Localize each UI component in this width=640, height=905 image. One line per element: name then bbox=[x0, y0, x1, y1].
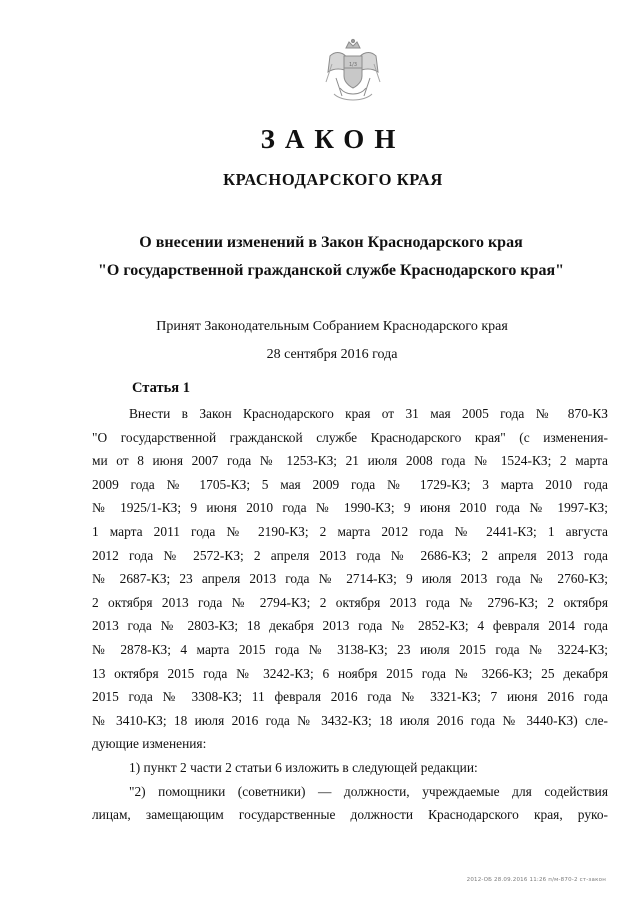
text-line: 1) пункт 2 части 2 статьи 6 изложить в следующей редакции: bbox=[129, 759, 478, 775]
text-line: лицам, замещающим государственные должности Краснодарского края, руко- bbox=[92, 807, 608, 823]
adoption-note bbox=[0, 313, 640, 369]
region-heading: КРАСНОДАРСКОГО КРАЯ bbox=[223, 170, 443, 189]
article-body bbox=[92, 402, 608, 827]
text-line: 2009 года № 1705-КЗ; 5 мая 2009 года № 1729-КЗ; 3 марта 2010 года bbox=[92, 476, 608, 492]
document-footer-stamp: 2012-ОБ 28.09.2016 11:26 п/м-870-2 ст-закон bbox=[466, 877, 606, 883]
text-line: ми от 8 июня 2007 года № 1253-КЗ; 21 июля 2008 года № 1524-КЗ; 2 марта bbox=[92, 453, 608, 469]
text-line: "О государственной гражданской службе Краснодарского края" (с изменения- bbox=[92, 429, 608, 445]
adoption-body: Принят Законодательным Собранием Краснодарского края bbox=[156, 319, 508, 334]
text-line: № 2878-КЗ; 4 марта 2015 года № 3138-КЗ; 23 июля 2015 года № 3224-КЗ; bbox=[92, 641, 608, 657]
text-line: Внести в Закон Краснодарского края от 31 мая 2005 года № 870-КЗ bbox=[129, 406, 608, 421]
law-title bbox=[0, 229, 640, 285]
text-line: 13 октября 2015 года № 3242-КЗ; 6 ноября 2015 года № 3266-КЗ; 25 декабря bbox=[92, 665, 608, 681]
svg-text:1/3: 1/3 bbox=[348, 62, 358, 68]
adoption-date: 28 сентября 2016 года bbox=[266, 347, 398, 362]
text-line: № 2687-КЗ; 23 апреля 2013 года № 2714-КЗ; 9 июля 2013 года № 2760-КЗ; bbox=[92, 571, 608, 587]
text-line: 1 марта 2011 года № 2190-КЗ; 2 марта 2012 года № 2441-КЗ; 1 августа bbox=[92, 523, 608, 539]
text-line: 2015 года № 3308-КЗ; 11 февраля 2016 года № 3321-КЗ; 7 июня 2016 года bbox=[92, 689, 608, 705]
text-line: 2 октября 2013 года № 2794-КЗ; 2 октября 2013 года № 2796-КЗ; 2 октября bbox=[92, 594, 608, 610]
text-line: 2012 года № 2572-КЗ; 2 апреля 2013 года № 2686-КЗ; 2 апреля 2013 года bbox=[92, 547, 608, 563]
document-type-heading: ЗАКОН bbox=[260, 124, 406, 154]
text-line: № 3410-КЗ; 18 июля 2016 года № 3432-КЗ; 18 июля 2016 года № 3440-КЗ) сле- bbox=[92, 712, 608, 728]
text-line: "2) помощники (советники) — должности, учреждаемые для содействия bbox=[129, 783, 608, 799]
text-line: 2013 года № 2803-КЗ; 18 декабря 2013 года № 2852-КЗ; 4 февраля 2014 года bbox=[92, 618, 608, 634]
text-line: дующие изменения: bbox=[92, 736, 207, 752]
law-title-line: "О государственной гражданской службе Краснодарского края" bbox=[98, 262, 564, 279]
article-heading: Статья 1 bbox=[132, 380, 190, 396]
text-line: № 1925/1-КЗ; 9 июня 2010 года № 1990-КЗ; 9 июня 2010 года № 1997-КЗ; bbox=[92, 500, 608, 516]
law-title-line: О внесении изменений в Закон Краснодарского края bbox=[139, 234, 523, 251]
coat-of-arms-emblem bbox=[322, 38, 384, 106]
